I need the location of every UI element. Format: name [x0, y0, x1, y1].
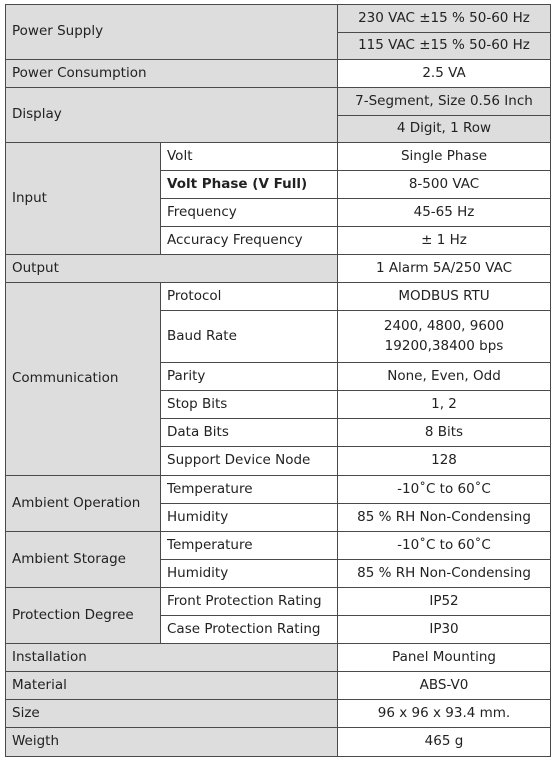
- input-frequency-value: 45-65 Hz: [338, 199, 551, 227]
- output-label: Output: [6, 255, 338, 283]
- display-value-line1: 7-Segment, Size 0.56 Inch: [338, 88, 551, 116]
- installation-label: Installation: [6, 644, 338, 672]
- comm-device-node-label: Support Device Node: [161, 447, 338, 476]
- input-volt-label: Volt: [161, 143, 338, 171]
- ambient-storage-label: Ambient Storage: [6, 532, 161, 588]
- comm-parity-label: Parity: [161, 363, 338, 391]
- input-frequency-label: Frequency: [161, 199, 338, 227]
- row-input-volt: [6, 143, 551, 171]
- comm-device-node-value: 128: [338, 447, 551, 476]
- row-prot-front: [6, 588, 551, 616]
- amb-op-temp-label: Temperature: [161, 476, 338, 504]
- input-volt-phase-label: Volt Phase (V Full): [161, 171, 338, 199]
- comm-baud-value: [338, 311, 551, 363]
- amb-op-humidity-value: 85 % RH Non-Condensing: [338, 504, 551, 532]
- row-display: [6, 88, 551, 116]
- power-supply-value-230: 230 VAC ±15 % 50-60 Hz: [338, 5, 551, 33]
- power-consumption-value: 2.5 VA: [338, 60, 551, 88]
- input-volt-value: Single Phase: [338, 143, 551, 171]
- row-output: [6, 255, 551, 283]
- amb-st-humidity-value: 85 % RH Non-Condensing: [338, 560, 551, 588]
- weight-value: 465 g: [338, 728, 551, 757]
- display-label: Display: [6, 88, 338, 143]
- row-weight: [6, 728, 551, 757]
- comm-protocol-label: Protocol: [161, 283, 338, 311]
- ambient-operation-label: Ambient Operation: [6, 476, 161, 532]
- row-amb-st-temp: [6, 532, 551, 560]
- size-value: 96 x 96 x 93.4 mm.: [338, 700, 551, 728]
- prot-front-label: Front Protection Rating: [161, 588, 338, 616]
- comm-baud-value-line1: 2400, 4800, 9600: [383, 317, 505, 334]
- spec-table: [5, 4, 551, 757]
- power-supply-value-115: 115 VAC ±15 % 50-60 Hz: [338, 33, 551, 60]
- weight-label: Weigth: [6, 728, 338, 757]
- size-label: Size: [6, 700, 338, 728]
- prot-case-label: Case Protection Rating: [161, 616, 338, 644]
- comm-stop-bits-label: Stop Bits: [161, 391, 338, 419]
- comm-baud-label: Baud Rate: [161, 311, 338, 363]
- material-label: Material: [6, 672, 338, 700]
- protection-degree-label: Protection Degree: [6, 588, 161, 644]
- input-volt-phase-value: 8-500 VAC: [338, 171, 551, 199]
- amb-op-humidity-label: Humidity: [161, 504, 338, 532]
- prot-front-value: IP52: [338, 588, 551, 616]
- row-power-supply: [6, 5, 551, 33]
- amb-st-humidity-label: Humidity: [161, 560, 338, 588]
- material-value: ABS-V0: [338, 672, 551, 700]
- input-accuracy-label: Accuracy Frequency: [161, 227, 338, 255]
- row-size: [6, 700, 551, 728]
- row-power-consumption: [6, 60, 551, 88]
- row-comm-protocol: [6, 283, 551, 311]
- row-installation: [6, 644, 551, 672]
- amb-st-temp-value: -10˚C to 60˚C: [338, 532, 551, 560]
- comm-parity-value: None, Even, Odd: [338, 363, 551, 391]
- input-label: Input: [6, 143, 161, 255]
- prot-case-value: IP30: [338, 616, 551, 644]
- power-consumption-label: Power Consumption: [6, 60, 338, 88]
- display-value-line2: 4 Digit, 1 Row: [338, 116, 551, 143]
- amb-st-temp-label: Temperature: [161, 532, 338, 560]
- comm-data-bits-value: 8 Bits: [338, 419, 551, 447]
- comm-stop-bits-value: 1, 2: [338, 391, 551, 419]
- comm-data-bits-label: Data Bits: [161, 419, 338, 447]
- installation-value: Panel Mounting: [338, 644, 551, 672]
- amb-op-temp-value: -10˚C to 60˚C: [338, 476, 551, 504]
- communication-label: Communication: [6, 283, 161, 476]
- row-material: [6, 672, 551, 700]
- comm-baud-value-line2: 19200,38400 bps: [384, 337, 504, 354]
- power-supply-label: Power Supply: [6, 5, 338, 60]
- comm-protocol-value: MODBUS RTU: [338, 283, 551, 311]
- input-accuracy-value: ± 1 Hz: [338, 227, 551, 255]
- output-value: 1 Alarm 5A/250 VAC: [338, 255, 551, 283]
- row-amb-op-temp: [6, 476, 551, 504]
